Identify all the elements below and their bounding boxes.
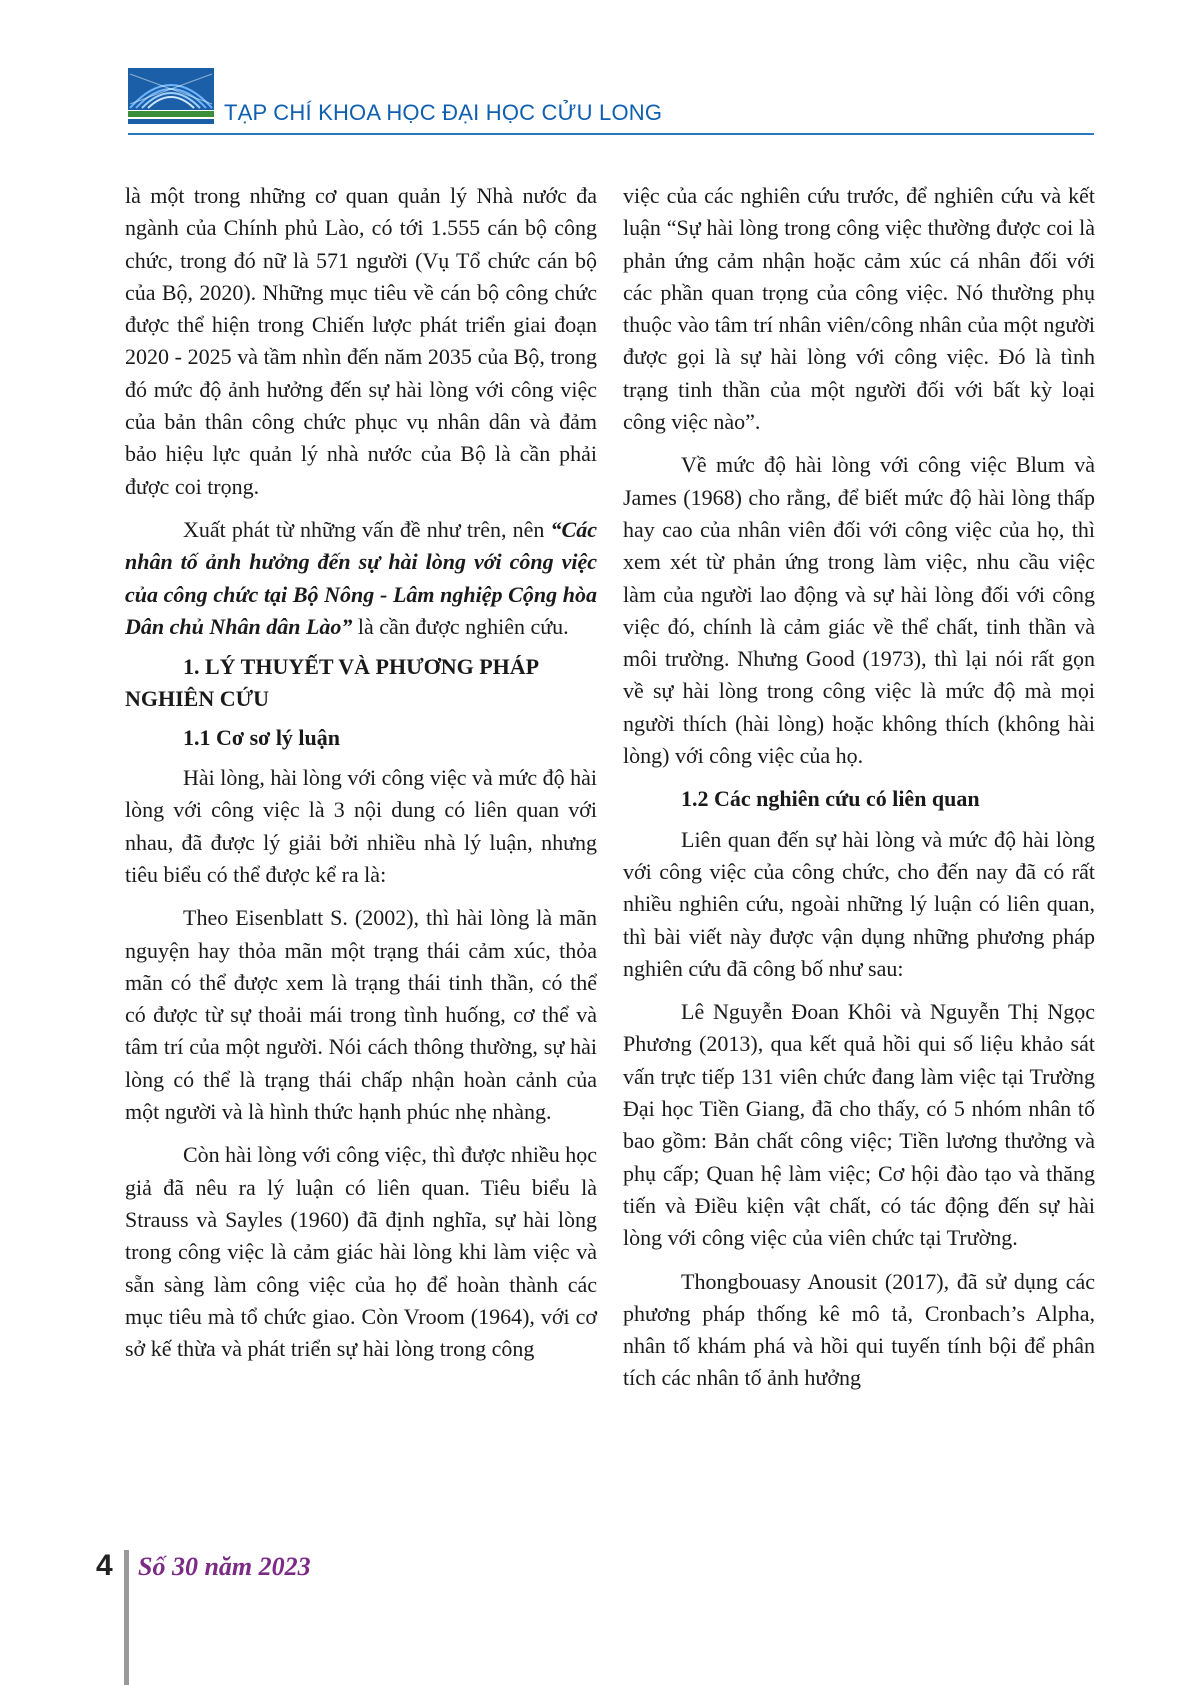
header-divider xyxy=(128,133,1094,135)
paragraph-lead: Xuất phát từ những vấn đề như trên, nên xyxy=(183,516,551,542)
paragraph xyxy=(125,514,597,643)
subsection-heading: 1.1 Cơ sơ lý luận xyxy=(183,724,341,750)
section-heading: 1. LÝ THUYẾT VÀ PHƯƠNG PHÁP NGHIÊN CỨU xyxy=(125,654,538,712)
paragraph: Còn hài lòng với công việc, thì được nhiều học giả đã nêu ra lý luận có liên quan. Tiêu biểu là Strauss và Sayles (1960) đã định nghĩa, sự hài lòng trong công việc là cảm giác hài lòng khi làm việc và sẵn sàng làm công việc của họ để hoàn thành các mục tiêu mà tổ chức giao. Còn Vroom (1964), với cơ sở kế thừa và phát triển sự hài lòng trong công xyxy=(125,1142,598,1362)
paragraph: Theo Eisenblatt S. (2002), thì hài lòng là mãn nguyện hay thỏa mãn một trạng thái cảm xúc, thỏa mãn có thể được xem là trạng thái tinh thần, có thể có được từ sự thoải mái trong tình huống, cơ thể và tâm trí của một người. Nói cách thông thường, sự hài lòng có thể là trạng thái chấp nhận hoàn cảnh của một người và là hình thức hạnh phúc nhẹ nhàng. xyxy=(125,905,597,1125)
journal-title: TẠP CHÍ KHOA HỌC ĐẠI HỌC CỬU LONG xyxy=(224,100,663,125)
paragraph: Thongbouasy Anousit (2017), đã sử dụng các phương pháp thống kê mô tả, Cronbach’s Alpha, nhân tố khám phá và hồi qui tuyến tính bội để phân tích các nhân tố ảnh hưởng xyxy=(623,1268,1095,1391)
paragraph: Về mức độ hài lòng với công việc Blum và James (1968) cho rằng, để biết mức độ hài lòng thấp hay cao của nhân viên đối với công việc của họ, thì xem xét từ phản ứng trong làm việc, nhu cầu việc làm của người lao động và sự hài lòng đối với công việc đó, chính là cảm giác về thể chất, tinh thần và môi trường. Nhưng Good (1973), thì lại nói rất gọn về sự hài lòng trong công việc là mức độ mà mọi người thích (hài lòng) hoặc không thích (không hài lòng) với công việc của họ. xyxy=(623,452,1095,769)
paragraph: việc của các nghiên cứu trước, để nghiên cứu và kết luận “Sự hài lòng trong công việc thường được coi là phản ứng cảm nhận hoặc cảm xúc cá nhân đối với các phần quan trọng của công việc. Nó thường phụ thuộc vào tâm trí nhân viên/công nhân của một người được gọi là sự hài lòng với công việc. Đó là tình trạng tinh thần của một người đối với bất kỳ loại công việc nào”. xyxy=(623,183,1095,435)
page-number: 4 xyxy=(96,1549,113,1582)
paragraph: Lê Nguyễn Đoan Khôi và Nguyễn Thị Ngọc Phương (2013), qua kết quả hồi qui số liệu khảo sát vấn trực tiếp 131 viên chức đang làm việc tại Trường Đại học Tiền Giang, đã cho thấy, có 5 nhóm nhân tố bao gồm: Bản chất công việc; Tiền lương thưởng và phụ cấp; Quan hệ làm việc; Cơ hội đào tạo và thăng tiến và Điều kiện vật chất, có tác động đến sự hài lòng với công việc của viên chức tại Trường. xyxy=(623,999,1095,1251)
right-column xyxy=(623,180,1095,1406)
journal-header xyxy=(128,68,1094,136)
issue-label: Số 30 năm 2023 xyxy=(138,1552,311,1581)
subsection-heading: 1.2 Các nghiên cứu có liên quan xyxy=(681,786,980,812)
paragraph: Hài lòng, hài lòng với công việc và mức độ hài lòng với công việc là 3 nội dung có liên quan với nhau, đã được lý giải bởi nhiều nhà lý luận, nhưng tiêu biểu có thể được kể ra là: xyxy=(125,765,597,887)
paragraph: là một trong những cơ quan quản lý Nhà nước đa ngành của Chính phủ Lào, có tới 1.555 cán bộ công chức, trong đó nữ là 571 người (Vụ Tổ chức cán bộ của Bộ, 2020). Những mục tiêu về cán bộ công chức được thể hiện trong Chiến lược phát triển giai đoạn 2020 - 2025 và tầm nhìn đến năm 2035 của Bộ, trong đó mức độ ảnh hưởng đến sự hài lòng với công việc của bản thân công chức phục vụ nhân dân và đảm bảo hiệu lực quản lý nhà nước của Bộ là cần phải được coi trọng. xyxy=(125,183,597,499)
paragraph: Liên quan đến sự hài lòng và mức độ hài lòng với công việc của công chức, cho đến nay đã có rất nhiều nghiên cứu, ngoài những lý luận có liên quan, thì bài viết này được vận dụng những phương pháp nghiên cứu đã công bố như sau: xyxy=(623,826,1095,981)
footer-divider xyxy=(124,1550,129,1685)
study-title: “Các nhân tố ảnh hưởng đến sự hài lòng với công việc của công chức tại Bộ Nông - Lâm nghiệp Cộng hòa Dân chủ Nhân dân Lào” xyxy=(125,516,597,639)
university-logo xyxy=(128,68,214,126)
left-column xyxy=(125,180,597,1376)
paragraph-tail: là cần được nghiên cứu. xyxy=(352,613,569,639)
